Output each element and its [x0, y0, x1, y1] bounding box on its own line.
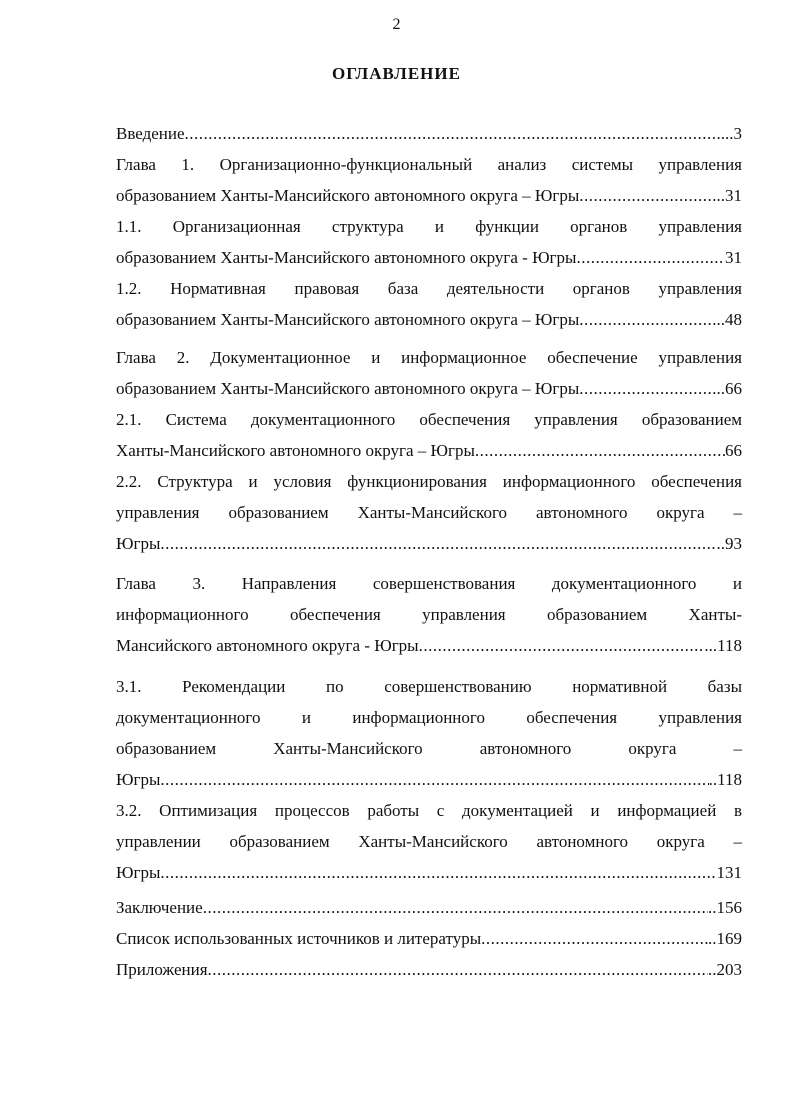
toc-page-number: 66 [725, 441, 742, 460]
toc-entry-text: образованием Ханты-Мансийского автономного округа – Югры [116, 186, 580, 205]
leader-dots [576, 242, 725, 273]
leader-dots [203, 892, 708, 923]
toc-page-number: ..169 [708, 929, 742, 948]
toc-entry-line: управления образованием Ханты-Мансийского автономного округа – [116, 503, 742, 522]
toc-entry-line: документационного и информационного обеспечения управления [116, 708, 742, 727]
toc-page-number: ..93 [716, 534, 742, 553]
toc-page-number: ...118 [704, 636, 742, 655]
toc-entry-text: Список использованных источников и литературы [116, 929, 482, 948]
toc-entry-appendices [116, 954, 742, 985]
toc-page-number: ...48 [712, 310, 742, 329]
toc-entry-section-2-2 [116, 528, 742, 559]
toc-page-number: ..118 [708, 770, 742, 789]
toc-entry-line: 3.1. Рекомендации по совершенствованию нормативной базы [116, 677, 742, 696]
toc-page-number: ...3 [720, 124, 742, 143]
leader-dots [160, 764, 708, 795]
leader-dots [208, 954, 708, 985]
leader-dots [185, 118, 721, 149]
toc-entry-text: образованием Ханты-Мансийского автономного округа – Югры [116, 379, 580, 398]
toc-entry-text: образованием Ханты-Мансийского автономного округа – Югры [116, 310, 580, 329]
toc-entry-text: Приложения [116, 960, 208, 979]
toc-entry-conclusion [116, 892, 742, 923]
leader-dots [579, 373, 712, 404]
page-number: 2 [392, 16, 401, 33]
toc-entry-text: Югры [116, 770, 161, 789]
toc-entry-text: Введение [116, 124, 185, 143]
leader-dots [160, 528, 716, 559]
page-title: ОГЛАВЛЕНИЕ [332, 64, 461, 83]
toc-entry-introduction [116, 118, 742, 149]
toc-page-number: ...66 [712, 379, 742, 398]
toc-entry-chapter-3 [116, 630, 742, 661]
toc-entry-line: Глава 3. Направления совершенствования документационного и [116, 574, 742, 593]
toc-entry-section-1-2 [116, 304, 742, 335]
toc-entry-text: образованием Ханты-Мансийского автономного округа - Югры [116, 248, 577, 267]
toc-entry-line: образованием Ханты-Мансийского автономного округа – [116, 739, 742, 758]
toc-entry-section-1-1 [116, 242, 742, 273]
toc-entry-line: 1.1. Организационная структура и функции органов управления [116, 217, 742, 236]
toc-entry-line: 2.1. Система документационного обеспечения управления образованием [116, 410, 742, 429]
toc-page-number: 31 [725, 248, 742, 267]
toc-entry-text: Югры [116, 863, 161, 882]
toc-entry-text: Ханты-Мансийского автономного округа – Югры [116, 441, 475, 460]
toc-page-number: ..31 [716, 186, 742, 205]
leader-dots [419, 630, 705, 661]
leader-dots [579, 304, 712, 335]
toc-entry-section-3-1 [116, 764, 742, 795]
toc-entry-text: Заключение [116, 898, 203, 917]
toc-entry-section-2-1 [116, 435, 742, 466]
toc-entry-section-3-2 [116, 857, 742, 888]
leader-dots [160, 857, 716, 888]
toc-entry-text: Югры [116, 534, 161, 553]
toc-page-number: ..156 [708, 898, 742, 917]
toc-entry-line: информационного обеспечения управления образованием Ханты- [116, 605, 742, 624]
leader-dots [579, 180, 716, 211]
toc-entry-line: Глава 2. Документационное и информационное обеспечение управления [116, 348, 742, 367]
toc-entry-line: 1.2. Нормативная правовая база деятельности органов управления [116, 279, 742, 298]
toc-entry-chapter-1 [116, 180, 742, 211]
leader-dots [481, 923, 708, 954]
toc-entry-text: Мансийского автономного округа - Югры [116, 636, 419, 655]
toc-page-number: 131 [716, 863, 742, 882]
toc-entry-references [116, 923, 742, 954]
toc-entry-line: управлении образованием Ханты-Мансийского автономного округа – [116, 832, 742, 851]
toc-page-number: ..203 [708, 960, 742, 979]
toc-entry-line: 2.2. Структура и условия функционирования информационного обеспечения [116, 472, 742, 491]
toc-entry-line: 3.2. Оптимизация процессов работы с документацией и информацией в [116, 801, 742, 820]
toc-entry-line: Глава 1. Организационно-функциональный анализ системы управления [116, 155, 742, 174]
toc-entry-chapter-2 [116, 373, 742, 404]
leader-dots [475, 435, 725, 466]
